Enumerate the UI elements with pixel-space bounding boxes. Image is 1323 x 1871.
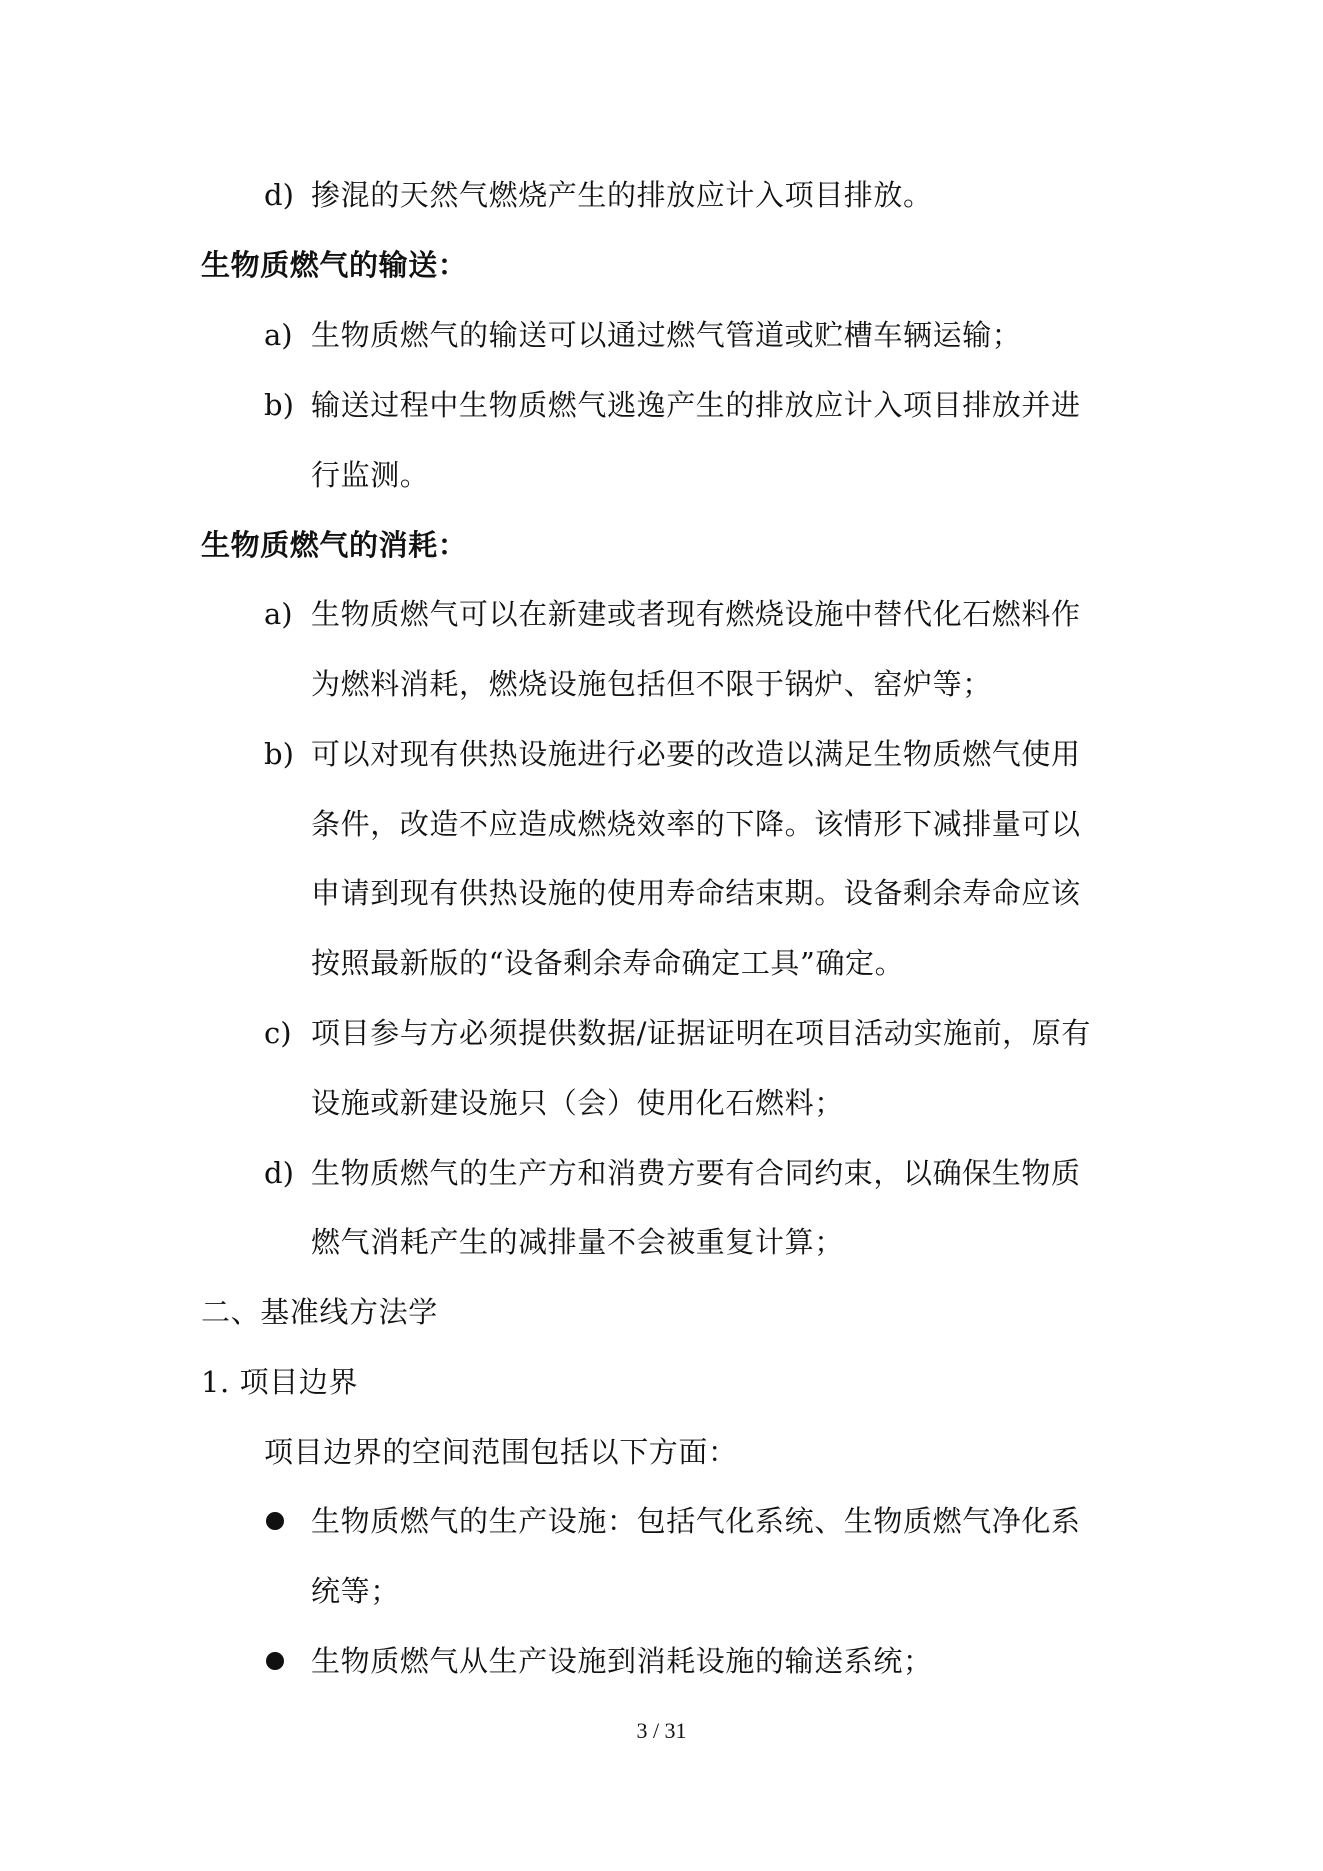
paragraph-line: 生物质燃气可以在新建或者现有燃烧设施中替代化石燃料作 [311, 597, 1081, 631]
paragraph-line: 生物质燃气的生产方和消费方要有合同约束，以确保生物质 [311, 1156, 1081, 1190]
page-number: 3 / 31 [636, 1718, 687, 1743]
paragraph-line: 项目参与方必须提供数据/证据证明在项目活动实施前，原有 [311, 1016, 1091, 1050]
paragraph-line: 可以对现有供热设施进行必要的改造以满足生物质燃气使用 [311, 737, 1081, 771]
paragraph-line: 燃气消耗产生的减排量不会被重复计算； [311, 1225, 844, 1259]
paragraph-line: 输送过程中生物质燃气逃逸产生的排放应计入项目排放并进 [311, 388, 1081, 422]
paragraph-line: 按照最新版的“设备剩余寿命确定工具”确定。 [311, 946, 905, 980]
paragraph-line: 为燃料消耗，燃烧设施包括但不限于锅炉、窑炉等； [311, 667, 992, 701]
section-heading-baseline: 二、基准线方法学 [201, 1295, 438, 1329]
list-marker: b) [264, 737, 294, 771]
paragraph-line: 生物质燃气的输送可以通过燃气管道或贮槽车辆运输； [311, 318, 1022, 352]
paragraph-line: 统等； [311, 1574, 400, 1608]
paragraph-line: 生物质燃气的生产设施：包括气化系统、生物质燃气净化系 [311, 1504, 1081, 1538]
subsection-heading-boundary: 1. 项目边界 [201, 1365, 359, 1399]
bullet-icon [266, 1652, 284, 1670]
paragraph-line: 生物质燃气从生产设施到消耗设施的输送系统； [311, 1644, 933, 1678]
list-marker: d) [264, 1156, 294, 1190]
list-marker: c) [264, 1016, 292, 1050]
list-marker: d) [264, 178, 294, 212]
paragraph-line: 申请到现有供热设施的使用寿命结束期。设备剩余寿命应该 [311, 876, 1081, 910]
bullet-icon [266, 1512, 284, 1530]
list-marker: a) [264, 318, 293, 352]
paragraph-line: 条件，改造不应造成燃烧效率的下降。该情形下减排量可以 [311, 807, 1081, 841]
list-marker: a) [264, 597, 293, 631]
list-marker: b) [264, 388, 294, 422]
section-heading-consumption: 生物质燃气的消耗： [201, 528, 468, 562]
paragraph-line: 设施或新建设施只（会）使用化石燃料； [311, 1086, 844, 1120]
paragraph-line: 掺混的天然气燃烧产生的排放应计入项目排放。 [311, 178, 933, 212]
paragraph-line: 项目边界的空间范围包括以下方面： [264, 1435, 738, 1469]
paragraph-line: 行监测。 [311, 458, 430, 492]
section-heading-transport: 生物质燃气的输送： [201, 248, 468, 282]
